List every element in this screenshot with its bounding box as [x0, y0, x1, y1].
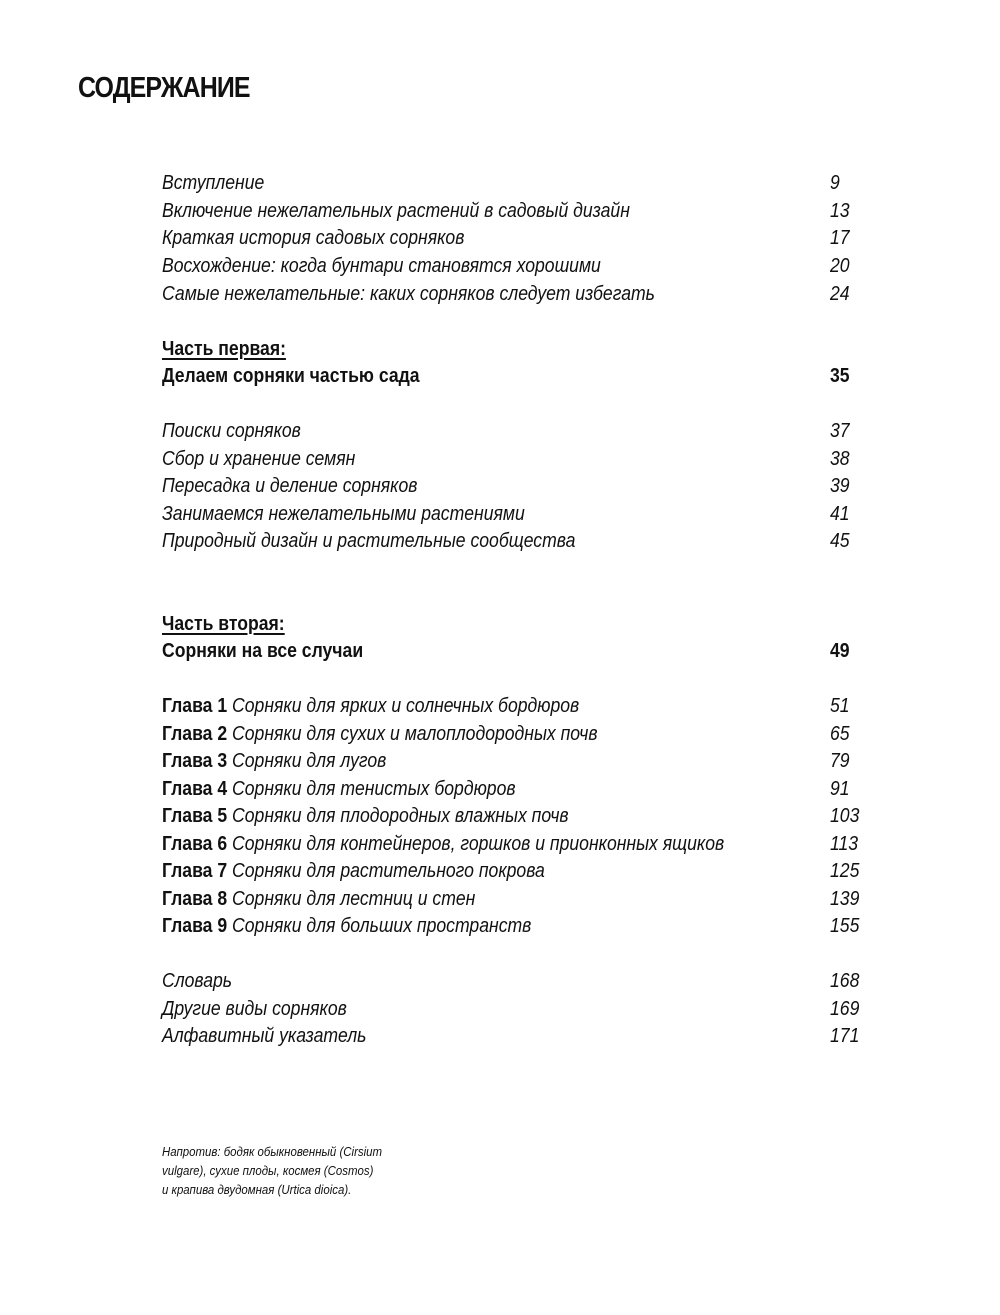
toc-entry-title: Восхождение: когда бунтари становятся хорошими: [162, 255, 601, 277]
chapter-entry[interactable]: [162, 831, 862, 858]
toc-entry-title: Другие виды сорняков: [162, 998, 347, 1020]
toc-entry-title: Пересадка и деление сорняков: [162, 475, 418, 497]
chapter-entry[interactable]: [162, 776, 862, 803]
chapter-page: 65: [830, 723, 850, 745]
chapter-page: 125: [830, 860, 860, 882]
chapter-title: Сорняки для лестниц и стен: [232, 888, 476, 910]
caption-line: и крапива двудомная (Urtica dioica).: [162, 1182, 352, 1197]
chapter-page: 91: [830, 778, 850, 800]
chapter-entry[interactable]: [162, 803, 862, 830]
chapter-entry[interactable]: [162, 748, 862, 775]
page-title: СОДЕРЖАНИЕ: [78, 72, 250, 104]
chapter-title: Сорняки для плодородных влажных почв: [232, 805, 569, 827]
chapter-page: 139: [830, 888, 860, 910]
toc-entry[interactable]: [162, 473, 862, 500]
toc-entry[interactable]: [162, 418, 862, 445]
chapter-title: Сорняки для больших пространств: [232, 915, 532, 937]
toc-entry-page: 169: [830, 998, 860, 1020]
chapter-prefix: Глава 3: [162, 750, 228, 772]
chapter-title: Сорняки для растительного покрова: [232, 860, 545, 882]
toc-entry-title: Вступление: [162, 172, 265, 194]
chapter-page: 103: [830, 805, 860, 827]
toc-entry[interactable]: [162, 281, 862, 308]
chapter-prefix: Глава 5: [162, 805, 228, 827]
toc-entry[interactable]: [162, 501, 862, 528]
chapter-prefix: Глава 2: [162, 723, 228, 745]
photo-caption: [162, 1142, 426, 1199]
toc-entry-title: Природный дизайн и растительные сообщества: [162, 530, 576, 552]
toc-entry[interactable]: [162, 1023, 862, 1050]
chapter-title: Сорняки для лугов: [232, 750, 387, 772]
part-two-page: 49: [830, 640, 850, 662]
toc-entry-page: 9: [830, 172, 840, 194]
toc-entry[interactable]: [162, 170, 862, 197]
chapter-title: Сорняки для контейнеров, горшков и прионконных ящиков: [232, 833, 725, 855]
toc-entry[interactable]: [162, 968, 862, 995]
chapter-prefix: Глава 9: [162, 915, 228, 937]
chapter-prefix: Глава 8: [162, 888, 228, 910]
toc-entry-title: Алфавитный указатель: [162, 1025, 367, 1047]
caption-line: Напротив: бодяк обыкновенный (Cirsium: [162, 1144, 383, 1159]
toc-entry-page: 41: [830, 503, 850, 525]
toc-entry-title: Краткая история садовых сорняков: [162, 227, 465, 249]
part-one-label: Часть первая:: [162, 338, 286, 360]
toc-entry-page: 168: [830, 970, 860, 992]
toc-entry[interactable]: [162, 225, 862, 252]
toc-entry-title: Поиски сорняков: [162, 420, 301, 442]
toc-entry-page: 39: [830, 475, 850, 497]
toc-entry-title: Занимаемся нежелательными растениями: [162, 503, 525, 525]
chapter-prefix: Глава 7: [162, 860, 228, 882]
part-two-heading[interactable]: [162, 638, 862, 665]
toc-entry[interactable]: [162, 198, 862, 225]
part-one-label-row: [162, 336, 862, 363]
chapter-prefix: Глава 6: [162, 833, 228, 855]
chapter-page: 51: [830, 695, 850, 717]
caption-line: vulgare), сухие плоды, космея (Cosmos): [162, 1163, 374, 1178]
chapter-page: 155: [830, 915, 860, 937]
toc-entry-title: Включение нежелательных растений в садовый дизайн: [162, 200, 630, 222]
chapter-entry[interactable]: [162, 858, 862, 885]
part-two-title: Сорняки на все случаи: [162, 640, 364, 662]
toc-entry-page: 38: [830, 448, 850, 470]
toc-entry-page: 45: [830, 530, 850, 552]
chapter-prefix: Глава 1: [162, 695, 228, 717]
toc-entry[interactable]: [162, 446, 862, 473]
toc-entry[interactable]: [162, 253, 862, 280]
chapter-prefix: Глава 4: [162, 778, 228, 800]
part-one-title: Делаем сорняки частью сада: [162, 365, 420, 387]
part-two-label-row: [162, 611, 862, 638]
chapter-title: Сорняки для тенистых бордюров: [232, 778, 516, 800]
toc-entry-title: Сбор и хранение семян: [162, 448, 356, 470]
part-one-heading[interactable]: [162, 363, 862, 390]
part-two-label: Часть вторая:: [162, 613, 285, 635]
toc-entry[interactable]: [162, 996, 862, 1023]
chapter-entry[interactable]: [162, 886, 862, 913]
toc-entry-page: 17: [830, 227, 850, 249]
chapter-page: 113: [830, 833, 859, 855]
part-one-page: 35: [830, 365, 850, 387]
toc-entry-page: 20: [830, 255, 850, 277]
toc-entry-title: Самые нежелательные: каких сорняков следует избегать: [162, 283, 655, 305]
chapter-entry[interactable]: [162, 721, 862, 748]
chapter-title: Сорняки для ярких и солнечных бордюров: [232, 695, 580, 717]
toc-entry-page: 37: [830, 420, 850, 442]
toc-entry-page: 171: [830, 1025, 860, 1047]
toc-entry-title: Словарь: [162, 970, 233, 992]
chapter-entry[interactable]: [162, 693, 862, 720]
toc-entry[interactable]: [162, 528, 862, 555]
chapter-entry[interactable]: [162, 913, 862, 940]
toc-entry-page: 13: [830, 200, 850, 222]
chapter-page: 79: [830, 750, 850, 772]
chapter-title: Сорняки для сухих и малоплодородных почв: [232, 723, 598, 745]
toc-entry-page: 24: [830, 283, 850, 305]
